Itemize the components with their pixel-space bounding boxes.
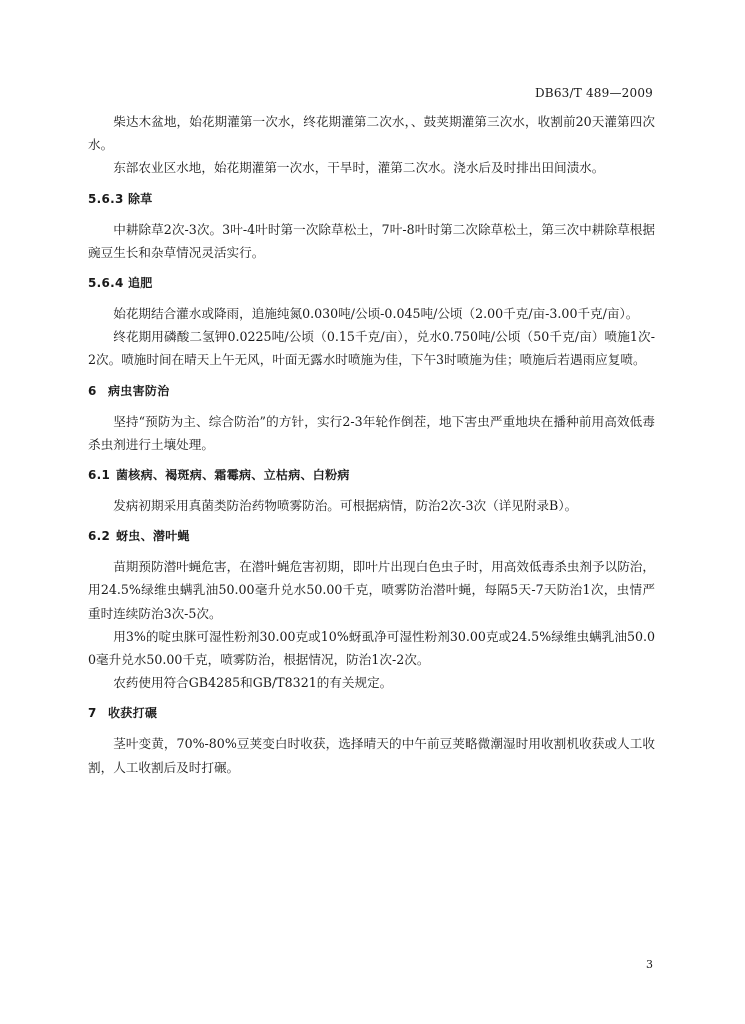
document-code: DB63/T 489—2009 <box>534 86 653 100</box>
section-title: 追肥 <box>128 276 153 291</box>
section-heading <box>88 264 655 302</box>
section-number: 7 <box>88 706 97 721</box>
section-title: 除草 <box>128 191 153 206</box>
section-number: 5.6.4 <box>88 276 124 291</box>
section-title: 蚜虫、潜叶蝇 <box>116 529 190 544</box>
section-heading <box>88 694 655 732</box>
paragraph: 坚持“预防为主、综合防治”的方针，实行2-3年轮作倒茬，地下害虫严重地块在播种前用高效低毒杀虫剂进行土壤处理。 <box>88 413 655 452</box>
paragraph: 农药使用符合GB4285和GB/T8321的有关规定。 <box>113 675 393 691</box>
section-heading <box>88 517 655 555</box>
document-body <box>88 110 655 779</box>
section-number: 6.2 <box>88 529 111 544</box>
paragraph: 中耕除草2次-3次。3叶-4叶时第一次除草松土，7叶-8叶时第二次除草松土，第三次中耕除草根据豌豆生长和杂草情况灵活实行。 <box>88 221 655 260</box>
page-number: 3 <box>646 958 653 971</box>
section-number: 5.6.3 <box>88 191 124 206</box>
paragraph: 茎叶变黄，70%-80%豆荚变白时收获，选择晴天的中午前豆荚略微潮湿时用收割机收获或人工收割，人工收割后及时打碾。 <box>88 736 655 775</box>
paragraph: 用3%的啶虫脒可湿性粉剂30.00克或10%蚜虱净可湿性粉剂30.00克或24.5%绿维虫螨乳油50.00毫升兑水50.00千克，喷雾防治，根据情况，防治1次-2次。 <box>88 628 655 668</box>
section-number: 6.1 <box>88 468 111 483</box>
paragraph: 终花期用磷酸二氢钾0.0225吨/公顷（0.15千克/亩），兑水0.750吨/公顷（50千克/亩）喷施1次-2次。喷施时间在晴天上午无风，叶面无露水时喷施为佳，下午3时喷施为佳；喷施后若遇雨应复喷。 <box>88 329 655 368</box>
section-number: 6 <box>88 383 97 398</box>
section-heading <box>88 180 655 218</box>
paragraph: 发病初期采用真菌类防治药物喷雾防治。可根据病情，防治2次-3次（详见附录B）。 <box>113 498 578 514</box>
section-heading <box>88 456 655 494</box>
section-title: 收获打碾 <box>108 706 158 721</box>
section-title: 病虫害防治 <box>108 383 170 398</box>
paragraph: 苗期预防潜叶蝇危害，在潜叶蝇危害初期，即叶片出现白色虫子时，用高效低毒杀虫剂予以防治，用24.5%绿维虫螨乳油50.00毫升兑水50.00千克，喷雾防治潜叶蝇，每隔5天-7天防治1次，虫情严重时连续防治3次-5次。 <box>88 559 655 621</box>
section-title: 菌核病、褐斑病、霜霉病、立枯病、白粉病 <box>116 468 350 483</box>
paragraph: 始花期结合灌水或降雨，追施纯氮0.030吨/公顷-0.045吨/公顷（2.00千克/亩-3.00千克/亩）。 <box>113 306 639 322</box>
paragraph: 东部农业区水地，始花期灌第一次水，干旱时，灌第二次水。浇水后及时排出田间渍水。 <box>113 160 605 176</box>
paragraph: 柴达木盆地，始花期灌第一次水，终花期灌第二次水，、鼓荚期灌第三次水，收割前20天灌第四次水。 <box>88 114 655 153</box>
section-heading <box>88 372 655 410</box>
